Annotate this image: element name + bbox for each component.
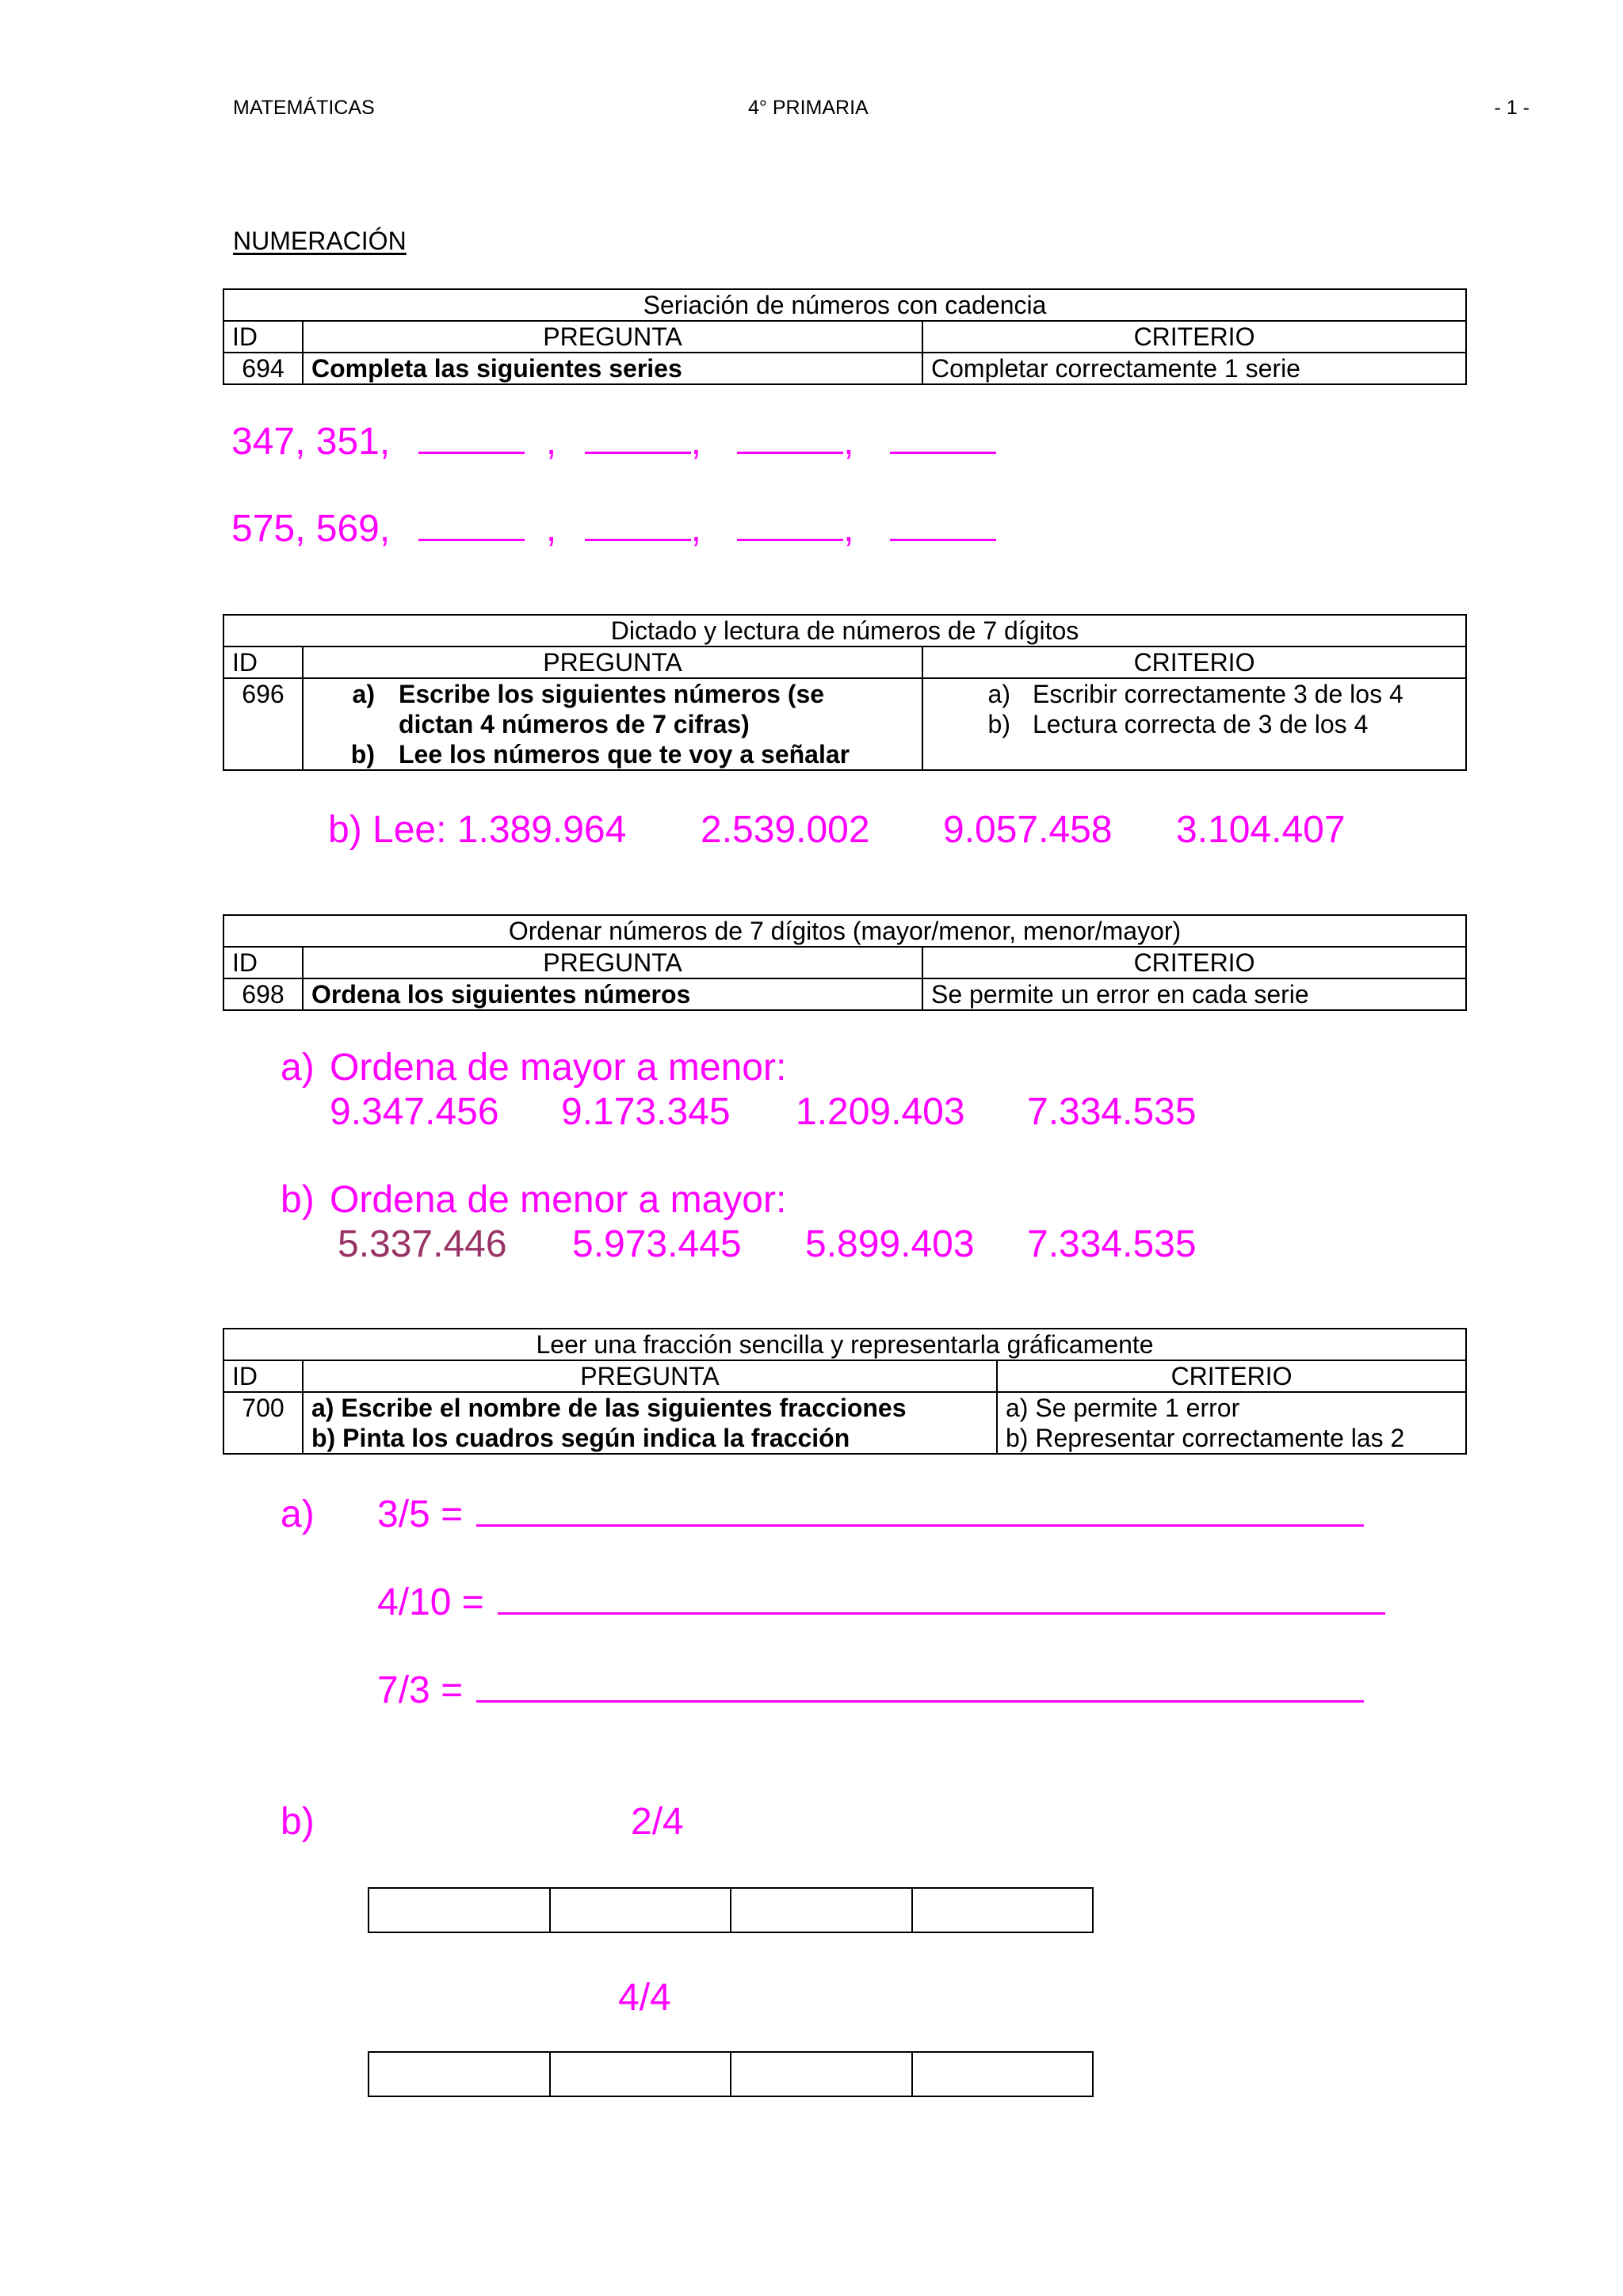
fraction-row — [377, 1581, 1385, 1624]
fraction-row — [377, 1669, 1364, 1712]
header-subject: MATEMÁTICAS — [233, 97, 375, 119]
order-number: 1.209.403 — [796, 1091, 965, 1133]
table-title: Dictado y lectura de números de 7 dígitos — [223, 615, 1466, 646]
answer-blank[interactable] — [418, 420, 525, 454]
grid-cell[interactable] — [369, 2053, 551, 2096]
criteria-table-696 — [223, 614, 1467, 771]
criteria-table-698 — [223, 914, 1467, 1011]
order-a-title: Ordena de mayor a menor: — [330, 1047, 787, 1089]
series-separator: , — [843, 508, 854, 550]
table-title: Seriación de números con cadencia — [223, 289, 1466, 321]
paint-fraction-label: 4/4 — [618, 1977, 671, 2019]
answer-blank[interactable] — [585, 420, 691, 454]
row-criterion: Completar correctamente 1 serie — [922, 353, 1466, 384]
row-question — [303, 678, 922, 770]
col-question: PREGUNTA — [303, 1360, 997, 1392]
answer-blank[interactable] — [737, 507, 843, 541]
order-number: 5.899.403 — [805, 1223, 975, 1265]
fraction-label: 4/10 = — [377, 1581, 484, 1623]
order-number: 7.334.535 — [1027, 1091, 1197, 1133]
read-number: 2.539.002 — [701, 809, 870, 851]
fraction-answer-line[interactable] — [476, 1493, 1364, 1527]
fraction-row — [377, 1493, 1364, 1536]
col-id: ID — [223, 1360, 303, 1392]
grid-cell[interactable] — [731, 1889, 913, 1932]
fraction-grid — [368, 1887, 1094, 1933]
col-id: ID — [223, 947, 303, 978]
question-line: Escribe los siguientes números (se — [399, 680, 825, 708]
table-title: Leer una fracción sencilla y representarla gráficamente — [223, 1329, 1466, 1360]
list-marker: b) — [987, 710, 1010, 738]
col-question: PREGUNTA — [303, 947, 922, 978]
fraction-label: 7/3 = — [377, 1669, 464, 1711]
read-label: b) Lee: — [328, 809, 457, 851]
fraction-answer-line[interactable] — [476, 1669, 1364, 1703]
grid-cell[interactable] — [551, 1889, 732, 1932]
read-number: 3.104.407 — [1176, 809, 1346, 851]
series-separator: , — [690, 508, 701, 550]
question-line: a) Escribe el nombre de las siguientes fracciones — [311, 1394, 907, 1422]
table-title: Ordenar números de 7 dígitos (mayor/menor, menor/mayor) — [223, 915, 1466, 947]
answer-blank[interactable] — [890, 507, 996, 541]
grid-cell[interactable] — [369, 1889, 551, 1932]
series-row — [231, 420, 996, 463]
answer-blank[interactable] — [418, 507, 525, 541]
series-start: 347, 351, — [231, 421, 391, 463]
col-question: PREGUNTA — [303, 646, 922, 678]
question-line: Lee los números que te voy a señalar — [399, 740, 850, 769]
order-number: 9.173.345 — [561, 1091, 731, 1133]
order-b-title: Ordena de menor a mayor: — [330, 1179, 787, 1221]
series-separator: , — [545, 421, 557, 463]
row-question: Completa las siguientes series — [303, 353, 922, 384]
col-question: PREGUNTA — [303, 321, 922, 353]
fractions-a-marker: a) — [281, 1493, 315, 1535]
row-criterion — [922, 678, 1466, 770]
grid-cell[interactable] — [731, 2053, 913, 2096]
grid-cell[interactable] — [913, 2053, 1093, 2096]
section-title: NUMERACIÓN — [233, 227, 407, 255]
col-criterion: CRITERIO — [922, 321, 1466, 353]
order-a-marker: a) — [281, 1047, 315, 1089]
fraction-answer-line[interactable] — [498, 1581, 1385, 1615]
read-numbers-row — [328, 808, 626, 852]
order-number: 9.347.456 — [330, 1091, 499, 1133]
header-page-number: - 1 - — [1494, 97, 1529, 119]
col-id: ID — [223, 646, 303, 678]
criteria-table-700 — [223, 1328, 1467, 1455]
list-marker: b) — [350, 740, 375, 769]
series-separator: , — [545, 508, 557, 550]
series-row — [231, 507, 996, 551]
answer-blank[interactable] — [585, 507, 691, 541]
row-question: Ordena los siguientes números — [303, 978, 922, 1010]
grid-cell[interactable] — [551, 2053, 732, 2096]
series-start: 575, 569, — [231, 508, 391, 550]
col-criterion: CRITERIO — [922, 947, 1466, 978]
header-grade: 4° PRIMARIA — [748, 97, 869, 119]
fraction-grid — [368, 2051, 1094, 2097]
criteria-table-694 — [223, 288, 1467, 385]
col-criterion: CRITERIO — [922, 646, 1466, 678]
question-line: dictan 4 números de 7 cifras) — [399, 710, 750, 738]
row-criterion — [997, 1392, 1466, 1454]
row-question — [303, 1392, 997, 1454]
paint-fraction-label: 2/4 — [631, 1801, 684, 1843]
col-criterion: CRITERIO — [997, 1360, 1466, 1392]
order-number: 5.973.445 — [572, 1223, 742, 1265]
criterion-line: Lectura correcta de 3 de los 4 — [1033, 710, 1369, 738]
list-marker: a) — [352, 680, 375, 708]
row-id: 698 — [223, 978, 303, 1010]
row-criterion: Se permite un error en cada serie — [922, 978, 1466, 1010]
read-number: 1.389.964 — [456, 809, 627, 851]
row-id: 700 — [223, 1392, 303, 1454]
col-id: ID — [223, 321, 303, 353]
order-number: 5.337.446 — [338, 1223, 507, 1265]
question-line: b) Pinta los cuadros según indica la fracción — [311, 1424, 850, 1452]
fraction-label: 3/5 = — [377, 1493, 464, 1535]
criterion-line: Escribir correctamente 3 de los 4 — [1033, 680, 1403, 708]
answer-blank[interactable] — [890, 420, 996, 454]
series-separator: , — [843, 421, 854, 463]
criterion-line: a) Se permite 1 error — [1006, 1394, 1240, 1422]
row-id: 694 — [223, 353, 303, 384]
order-b-marker: b) — [281, 1179, 315, 1221]
series-separator: , — [690, 421, 701, 463]
criterion-line: b) Representar correctamente las 2 — [1006, 1424, 1405, 1452]
read-number: 9.057.458 — [943, 809, 1113, 851]
list-marker: a) — [987, 680, 1010, 708]
paint-b-marker: b) — [281, 1801, 315, 1843]
row-id: 696 — [223, 678, 303, 770]
order-number: 7.334.535 — [1027, 1223, 1197, 1265]
grid-cell[interactable] — [913, 1889, 1093, 1932]
answer-blank[interactable] — [737, 420, 843, 454]
